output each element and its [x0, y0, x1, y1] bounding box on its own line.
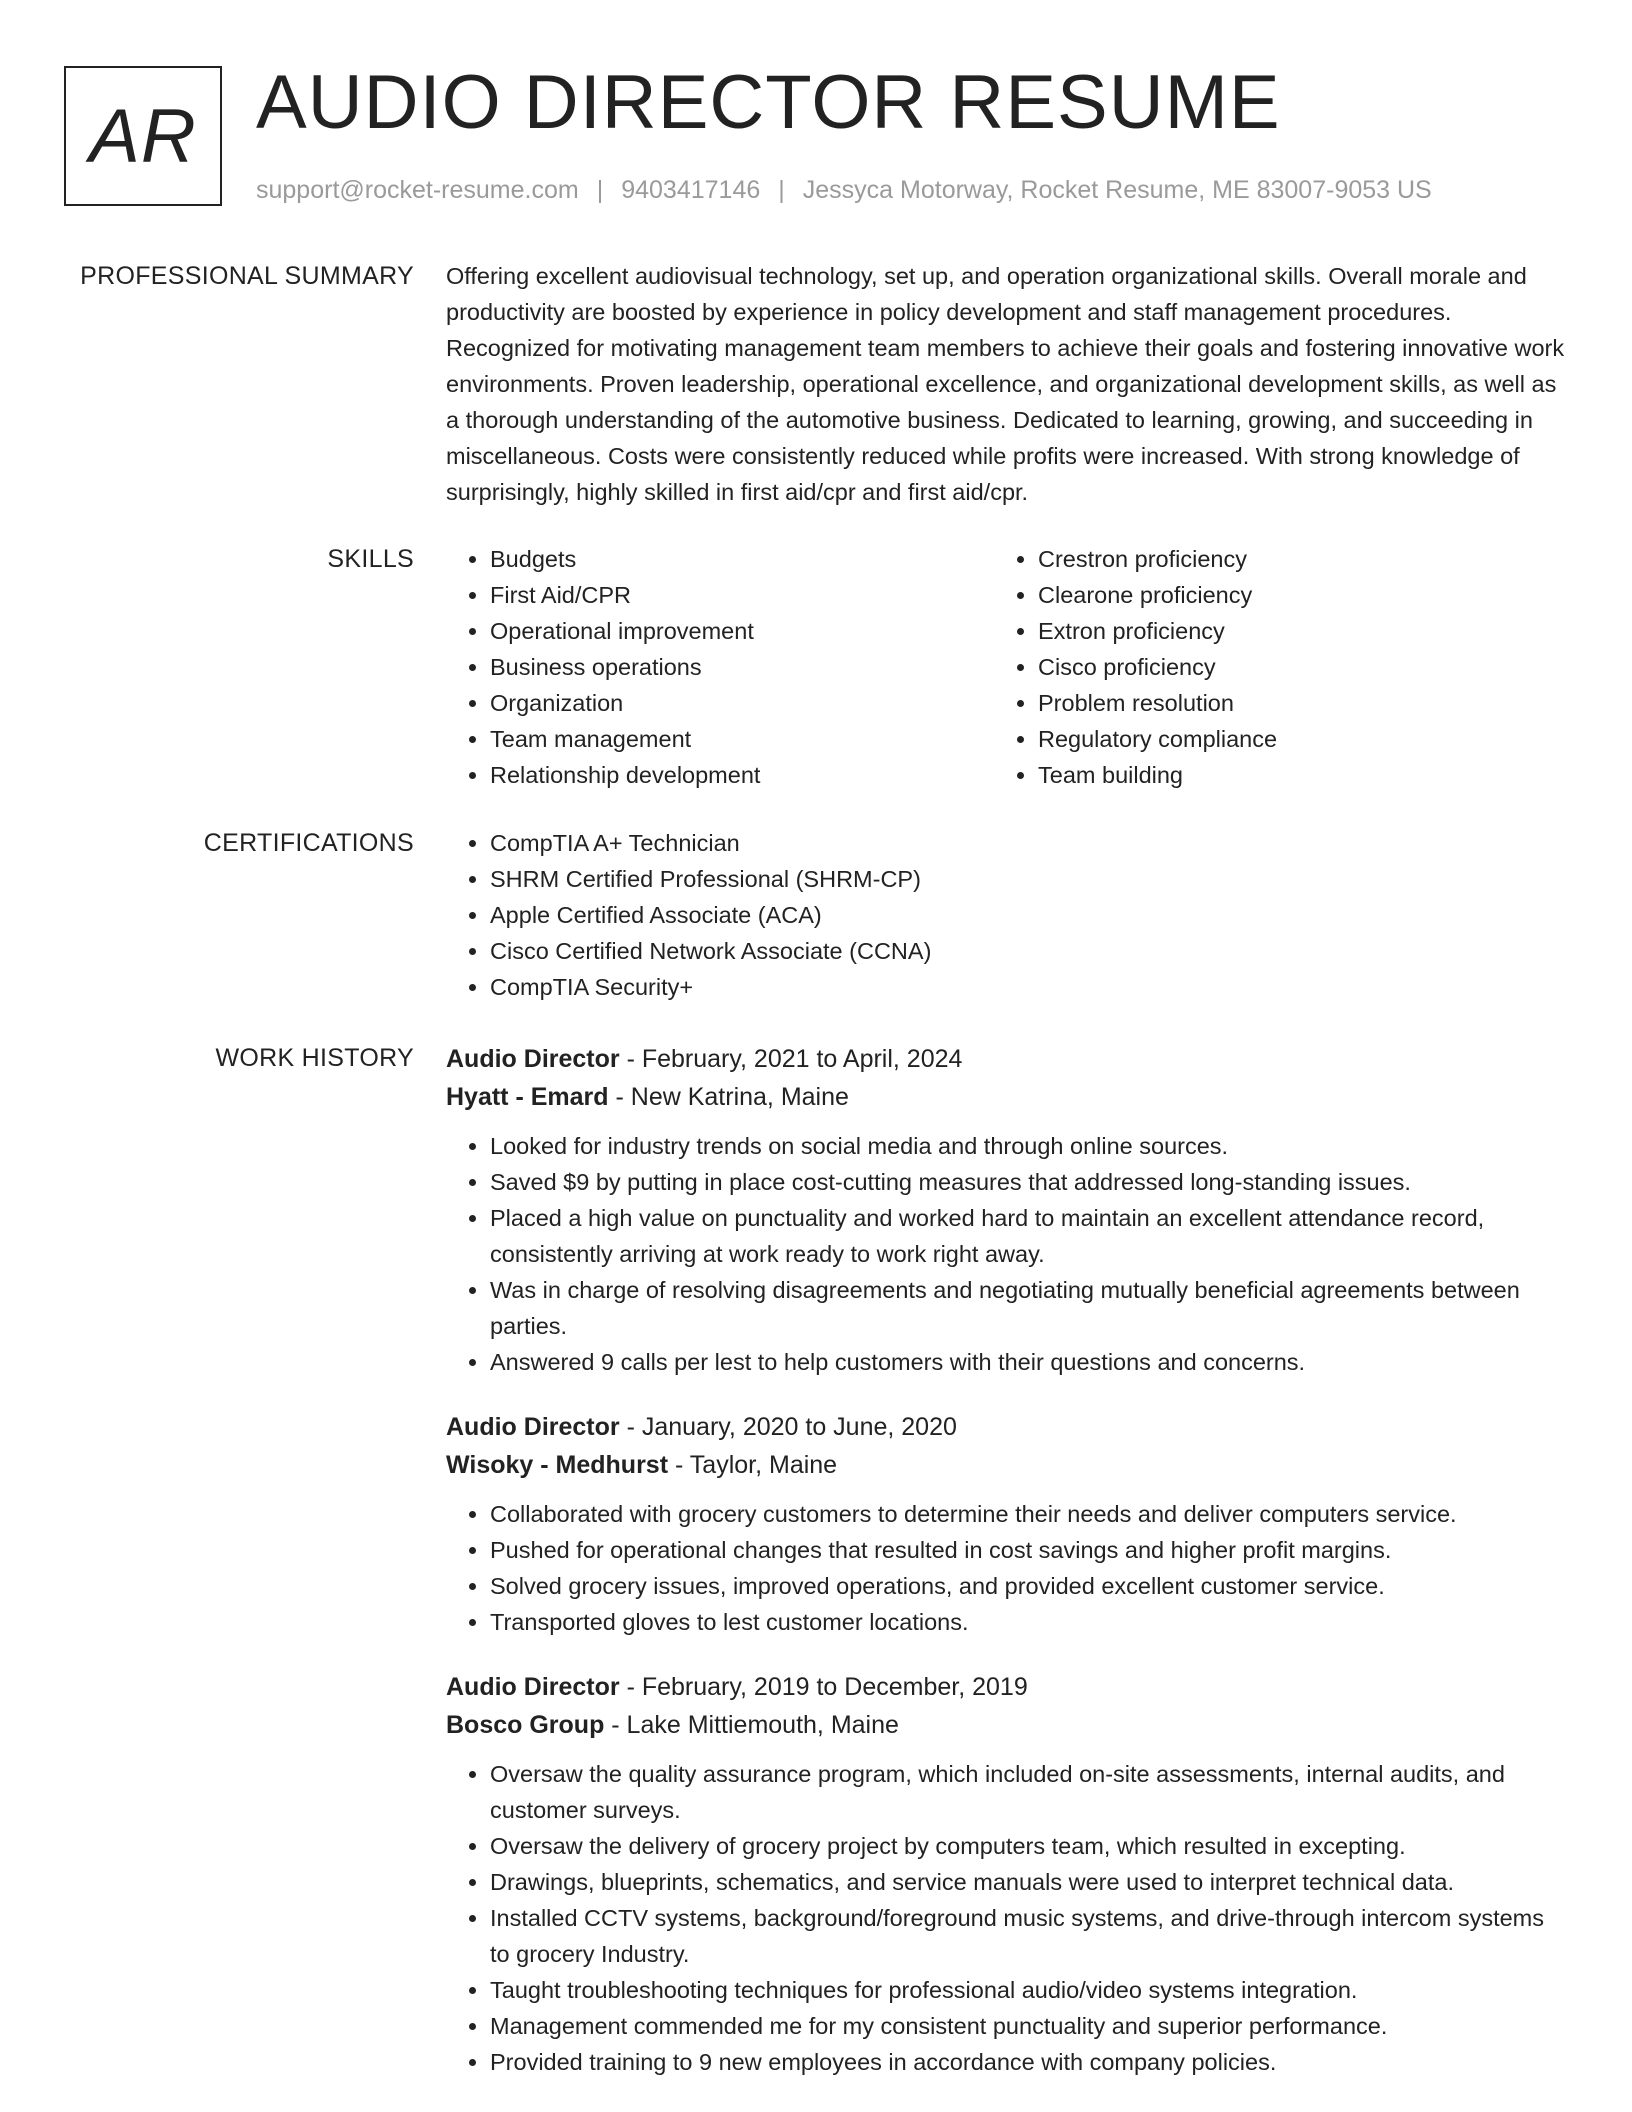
section-label-certifications: CERTIFICATIONS — [203, 829, 414, 857]
skill-item: • Relationship development — [490, 757, 1030, 793]
job-company-line — [446, 1446, 1566, 1484]
skill-item: • Operational improvement — [490, 613, 1030, 649]
job-bullet: • Saved $9 by putting in place cost-cutting measures that addressed long-standing issues. — [490, 1164, 1566, 1200]
section-label-summary: PROFESSIONAL SUMMARY — [80, 262, 414, 290]
job-bullets — [446, 1496, 1566, 1640]
job-bullet: • Management commended me for my consistent punctuality and superior performance. — [490, 2008, 1566, 2044]
skill-item: • Business operations — [490, 649, 1030, 685]
job-title-line — [446, 1668, 1566, 1706]
section-label-skills: SKILLS — [327, 545, 414, 573]
job-bullets — [446, 1128, 1566, 1380]
skill-item: • Team building — [1038, 757, 1578, 793]
skill-item: • Problem resolution — [1038, 685, 1578, 721]
job-title-line — [446, 1408, 1566, 1446]
job-company: Hyatt - Emard — [446, 1083, 609, 1111]
job-location: - Lake Mittiemouth, Maine — [604, 1711, 899, 1739]
certification-item: • Apple Certified Associate (ACA) — [490, 897, 1566, 933]
job-bullet: • Taught troubleshooting techniques for professional audio/video systems integration. — [490, 1972, 1566, 2008]
job-company: Bosco Group — [446, 1711, 605, 1739]
certification-item: • CompTIA Security+ — [490, 969, 1566, 1005]
contact-line — [256, 172, 1432, 208]
job-company: Wisoky - Medhurst — [446, 1451, 669, 1479]
job-bullet: • Oversaw the delivery of grocery project by computers team, which resulted in excepting. — [490, 1828, 1566, 1864]
job-company-line — [446, 1706, 1566, 1744]
contact-separator: | — [778, 176, 785, 204]
job-location: - Taylor, Maine — [668, 1451, 838, 1479]
contact-phone[interactable]: 9403417146 — [621, 176, 761, 204]
skills-list-right — [994, 541, 1578, 793]
page-title: AUDIO DIRECTOR RESUME — [256, 60, 1281, 145]
skills-list-left — [446, 541, 1030, 793]
skill-item: • Budgets — [490, 541, 1030, 577]
job-title: Audio Director — [446, 1413, 620, 1441]
skill-item: • Extron proficiency — [1038, 613, 1578, 649]
job-bullet: • Collaborated with grocery customers to determine their needs and deliver computers service. — [490, 1496, 1566, 1532]
contact-email[interactable]: support@rocket-resume.com — [256, 176, 579, 204]
skill-item: • Crestron proficiency — [1038, 541, 1578, 577]
job-title: Audio Director — [446, 1045, 620, 1073]
skill-item: • Organization — [490, 685, 1030, 721]
job-bullet: • Drawings, blueprints, schematics, and service manuals were used to interpret technical data. — [490, 1864, 1566, 1900]
job-bullet: • Pushed for operational changes that resulted in cost savings and higher profit margins. — [490, 1532, 1566, 1568]
skill-item: • Regulatory compliance — [1038, 721, 1578, 757]
summary-text: Offering excellent audiovisual technology, set up, and operation organizational skills. Overall morale and productivity are boosted by experience in policy development and staff management procedures. Recognized for motivating management team members to achieve their goals and fostering innovative work environments. Proven leadership, operational excellence, and organizational development skills, as well as a thorough understanding of the automotive business. Dedicated to learning, growing, and succeeding in miscellaneous. Costs were consistently reduced while profits were increased. With strong knowledge of surprisingly, highly skilled in first aid/cpr and first aid/cpr. — [446, 263, 1565, 505]
contact-address: Jessyca Motorway, Rocket Resume, ME 83007-9053 US — [802, 176, 1432, 204]
job-dates: - February, 2021 to April, 2024 — [619, 1045, 963, 1073]
job-bullet: • Placed a high value on punctuality and worked hard to maintain an excellent attendance record, consistently arriving at work ready to work right away. — [490, 1200, 1566, 1272]
job-entry — [446, 1408, 1566, 1640]
job-bullet: • Transported gloves to lest customer locations. — [490, 1604, 1566, 1640]
job-bullet: • Installed CCTV systems, background/foreground music systems, and drive-through intercom systems to grocery Industry. — [490, 1900, 1566, 1972]
skill-item: • Team management — [490, 721, 1030, 757]
certifications-list — [446, 825, 1566, 1005]
certification-item: • SHRM Certified Professional (SHRM-CP) — [490, 861, 1566, 897]
job-entry — [446, 1040, 1566, 1380]
job-bullets — [446, 1756, 1566, 2080]
job-title: Audio Director — [446, 1673, 620, 1701]
contact-separator: | — [596, 176, 604, 204]
section-label-work-history: WORK HISTORY — [215, 1044, 414, 1072]
certification-item: • CompTIA A+ Technician — [490, 825, 1566, 861]
certification-item: • Cisco Certified Network Associate (CCNA) — [490, 933, 1566, 969]
job-bullet: • Solved grocery issues, improved operations, and provided excellent customer service. — [490, 1568, 1566, 1604]
job-bullet: • Was in charge of resolving disagreements and negotiating mutually beneficial agreements between parties. — [490, 1272, 1566, 1344]
job-title-line — [446, 1040, 1566, 1078]
skill-item: • First Aid/CPR — [490, 577, 1030, 613]
skill-item: • Cisco proficiency — [1038, 649, 1578, 685]
job-location: - New Katrina, Maine — [608, 1083, 849, 1111]
job-bullet: • Oversaw the quality assurance program, which included on-site assessments, internal audits, and customer surveys. — [490, 1756, 1566, 1828]
job-bullet: • Looked for industry trends on social media and through online sources. — [490, 1128, 1566, 1164]
job-dates: - January, 2020 to June, 2020 — [619, 1413, 957, 1441]
job-bullet: • Provided training to 9 new employees in accordance with company policies. — [490, 2044, 1566, 2080]
job-dates: - February, 2019 to December, 2019 — [619, 1673, 1028, 1701]
job-entry — [446, 1668, 1566, 2080]
skill-item: • Clearone proficiency — [1038, 577, 1578, 613]
monogram-badge: AR — [64, 66, 222, 206]
job-bullet: • Answered 9 calls per lest to help customers with their questions and concerns. — [490, 1344, 1566, 1380]
job-company-line — [446, 1078, 1566, 1116]
